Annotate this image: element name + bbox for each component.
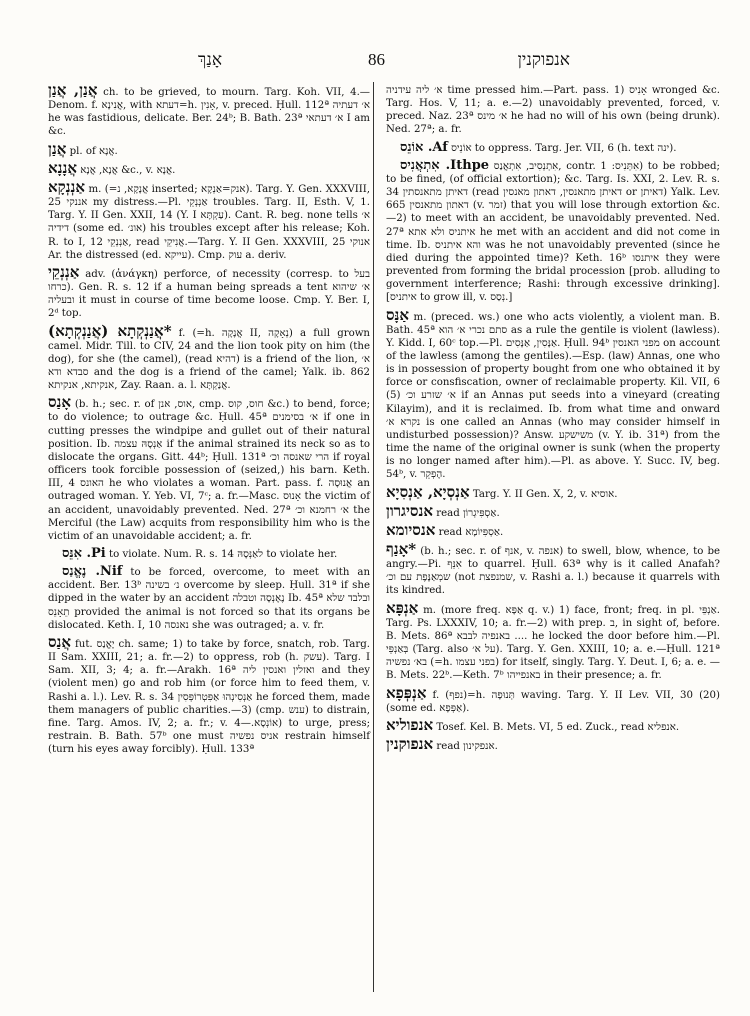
entry-text: read אַסְפִּיגְרוֹן. [436, 507, 500, 519]
entry-text: אֲנָא, אֲנָא &c., v. אֲנָא. [80, 164, 176, 176]
entry-headword: אַנְנְקֵי [48, 262, 80, 281]
dictionary-entry [48, 158, 370, 177]
column-divider [373, 82, 374, 992]
entry-text: read אנפקינון. [436, 741, 498, 753]
dictionary-entry [48, 565, 370, 632]
entry-text: f. (נפף)=h. תְּנוּפָה waving. Targ. Y. II Lev. VII, 30 (20) (some ed. אַפְּפָא). [386, 689, 720, 714]
entry-headword: אַנְפָּא [386, 598, 419, 617]
dictionary-entry [386, 683, 720, 715]
dictionary-entry [48, 393, 371, 543]
entry-headword: אַנָּס [386, 305, 410, 324]
entry-headword: Ithpe. אִתְאֲנִיס [400, 157, 490, 173]
entry-headword: אַנְנְקָא [48, 177, 86, 196]
entry-headword: Nif. נֶאֱנַס [62, 564, 123, 580]
entry-text: (b. h.; sec. r. of אוס, אנן, cmp. חוס, קוס &c.) to bend, force; to do violence; to outrage &c. Ḥull. 45ª א׳ בסימנים if one in cutting presses the windpipe and gullet out of their natural position. Ib. אַנְסָהּ עצמה if the animal strained its neck so as to dislocate the organs. Gitt. 44ᵇ; Ḥull. 131ª הרי שאנסה וכ׳ if royal officers took forcible possession of (seized,) his barn. Keth. III, 4 האונס he who violates a woman. Part. pass. f. אֲנוּסָה an outraged woman. Y. Yeb. VI, 7ᶜ; a. fr.—Masc. אָנוּס the victim of an accident, unavoidably prevented. Ned. 27ª א׳ רחמנא וכ׳ the Merciful (the Law) acquits from responsibility him who is the victim of an unavoidable accident; a. fr. [48, 399, 371, 542]
entry-text: to violate. Num. R. s. 14 לאַנְּסָהּ to violate her. [109, 549, 338, 560]
entry-headword: אַנְפְּפָא [386, 683, 427, 702]
entry-text: (b. h.; sec. r. of אנף, v. אנפה) to swell, blow, whence, to be angry.—Pi. אִנֵּף to quarrel. Ḥull. 63ª why is it called Anafah? שמְאַנֶּפֶת עם וכ׳ (not שמנפצת, v. Rashi a. l.) because it quarrels with its kindred. [386, 546, 720, 597]
entry-headword: אֲנָנָא [48, 158, 78, 177]
entry-text: read אַסְפִּיוֹמָא. [438, 526, 504, 538]
entry-headword: אַנְסְיָא, אַנְסִיָא [386, 482, 470, 501]
dictionary-entry [48, 139, 370, 158]
right-column [386, 84, 720, 757]
left-column [48, 81, 371, 760]
entry-text: to be forced, overcome, to meet with an accident. Ber. 13ᵇ נ׳ בשינה overcome by sleep. Ḥull. 31ª if she dipped in the water by an accident נֶאֶנְסָה וטבלה Ib. 45ª ובלבד שלא תֵאָנֵס provided the animal is not forced so that its organs be dislocated. Keth. I, 10 נאנסה she was outraged; a. v. fr. [48, 567, 371, 631]
dictionary-entry [386, 540, 720, 598]
entry-text: pl. of אֲנָא. [69, 145, 118, 157]
dictionary-entry [48, 321, 370, 393]
dictionary-entry [48, 81, 371, 139]
dictionary-entry [386, 305, 721, 482]
entry-headword: אנפוקנין [386, 735, 434, 754]
dictionary-entry [386, 501, 720, 520]
entry-text: adv. (ἀνάγκη) perforce, of necessity (corresp. to בעל כרחו). Gen. R. s. 12 if a human being spreads a tent א׳ שיהוא ובעליה it must in course of time become loose. Cmp. Y. Ber. I, 2ᵈ top. [48, 268, 370, 320]
entry-headword: *אָנַף [386, 540, 417, 558]
entry-headword: אנפוליא [386, 715, 434, 734]
dictionary-entry [386, 715, 720, 734]
entry-headword: *אֲנַנְקְתָא (אֲנַנְקְתָא) [48, 321, 172, 340]
dictionary-entry [386, 84, 720, 137]
entry-text: f. (=h. אֲנָקָה II, נְאָקָה) a full grown camel. Midr. Till. to CIV, 24 and the lion took pity on him (the dog), for she (the camel), (read דהיא) is a friend of the lion, א׳ סבדא ודא and the dog is a friend of the camel; Yalk. ib. 862 אנקיתא, אנקיתא, Zay. Raan. a. l. אֲנַקְתָּא. [48, 327, 370, 392]
page-number: 86 [368, 50, 385, 69]
entry-headword: אנסיגרון [386, 501, 433, 520]
entry-headword: Pi. אִנֵּס [62, 546, 106, 561]
entry-headword: אֲנַס [48, 632, 72, 651]
left-running-head: אָנַךְ [198, 50, 223, 70]
entry-headword: אנסיומא [386, 520, 436, 539]
dictionary-entry [386, 735, 720, 754]
entry-text: Tosef. Kel. B. Mets. VI, 5 ed. Zuck., read אנפליא. [436, 721, 680, 733]
dictionary-entry [48, 177, 371, 262]
entry-text: א׳ ליה עידניה time pressed him.—Part. pass. 1) אָנִיס wronged &c. Targ. Hos. V, 11; a. e.—2) unavoidably prevented, forced, v. preced. Naz. 23ª א׳ מינס he had no will of his own (being drunk). Ned. 27ª; a. fr. [386, 85, 720, 136]
dictionary-entry [48, 632, 371, 756]
entry-text: אוֹנֵיס to oppress. Targ. Jer. VII, 6 (h. text ינה). [451, 142, 677, 154]
entry-text: אִתְנְסִיב, אִתְאֲנַס, contr. אִתְּנִיס: 1) to be robbed; to be fined, (of official extortion); &c. Targ. Is. XXI, 2. Lev. R. s. 34 דאיתן מתאנסתין (read דאיתן מתאנסין, דאתון מאנסין or דאיתן) Yalk. Lev. 665 דאתון מתאנסין (v. זמר) that you will lose through extortion &c.—2) to meet with an accident, be unavoidably prevented. Ned. 27ª איתניס ולא אתא he met with an accident and did not come in time. Ib. והא איתניס was he not unavoidably prevented (since he died during the appointed time)? Keth. 16ᵇ איתנסו they were prevented from forming the bridal procession [prob. alluding to government interference; Rashi: through excessive drinking]. [איתניס to grow ill, v. נְסַס.] [386, 160, 720, 304]
dictionary-entry [386, 141, 720, 155]
entry-headword: Af. אוֹנֵס [400, 139, 448, 155]
entry-text: m. (=אֲנָקָא, נ inserted; אנק=אַנְקָא). Targ. Y. Gen. XXXVIII, 25 אננקי my distress.—Pl. אַנְנְקֵי troubles. Targ. II, Esth. V, 1. Targ. Y. II Gen. XXII, 14 (Y. I עַקְתָּא). Cant. R. beg. none tells א׳ דידיה (some ed. אונ׳) his troubles except after his release; Koh. R. to I, 12 אַנְנְקֵי, read אֲנִיקֵי.—Targ. Y. II Gen. XXXVIII, 25 אנוקי Ar. the distressed (ed. עייקא). Cmp. עוק a. deriv. [48, 183, 371, 261]
dictionary-entry [386, 598, 720, 683]
dictionary-entry [386, 520, 720, 539]
entry-text: ch. to be grieved, to mourn. Targ. Koh. VII, 4.—Denom. f. אֲנִינָא, with דעתא=h. אָנִין, v. preced. Ḥull. 112ª א׳ דעתיה he was fastidious, delicate. Ber. 24ᵇ; B. Bath. 23ª א׳ דעתאי I am &c. [48, 87, 371, 138]
dictionary-entry [48, 262, 370, 321]
page-header [48, 50, 720, 76]
entry-headword: אָנַס [48, 393, 72, 412]
entry-text: fut. יֶאֱנַס ch. same; 1) to take by force, snatch, rob. Targ. II Sam. XXIII, 21; a. fr.—2) to oppress, rob (h. עשק). Targ. I Sam. XII, 3; 4; a. fr.—Arakh. 16ª ואזלין ואנסין ליה and they (violent men) go and rob him (or force him to feed them, v. Rashi a. l.). Lev. R. s. 34 אַנְסִינְהוּ אַפִּטְרוֹפְּסִין he forced them, made them managers of public charities.—3) (cmp. ענש) to distrain, fine. Targ. Amos. IV, 2; a. fr.; v. אוֹנְסָא.—4) to urge, press; restrain. B. Bath. 57ᵇ one must אניס נפשיה restrain himself (turn his eyes away forcibly). Ḥull. 133ª [48, 638, 371, 756]
dictionary-entry [48, 547, 370, 561]
entry-headword: אֲנַן, אֲנַן [48, 81, 98, 99]
entry-headword: אֲנַן [48, 139, 67, 158]
entry-text: m. (more freq. אַפָּא q. v.) 1) face, front; freq. in pl. אַנְפֵּי. Targ. Ps. LXXXIV, 10; a. fr.—2) with prep. ב, in sight of, before. B. Mets. 86ª באנפיה לבבא .... he locked the door before him.—Pl. בְּאַנְפֵּי (Targ. also על א׳). Targ. Y. Gen. XXIII, 10; a. e.—Ḥull. 121ª בא׳ נפשיה (=h. בפני עצמו) for itself, singly. Targ. Y. Deut. I, 6; a. e. —B. Mets. 22ᵇ.—Keth. 7ᵇ באנפייהו in their presence; a. fr. [386, 604, 720, 682]
entry-text: m. (preced. ws.) one who acts violently, a violent man. B. Bath. 45ª סתם נכרי א׳ הוא as a rule the gentile is violent (lawless). Y. Kidd. I, 60ᶜ top.—Pl. אַנָּסִין, אַנָּסִים. Ḥull. 94ᵇ מפני האנסין on account of the lawless (among the gentiles).—Esp. (law) Annas, one who is in possession of property bought from one who obtained it by force or consfiscation, owner of reclaimable property. Kil. VII, 6 (5) א׳ שזרע וכ׳ if an Annas put seeds into a vineyard (creating Kilayim), and it is reclaimed. Ib. from what time and onward נקרא א׳ is one called an Annas (who may consider himself in undisturbed possession)? Answ. משישקע (v. Y. ib. 31ª) from the time the name of the original owner is sunk (when the property is no longer named after him).—Pl. as above. Y. Succ. IV, beg. 54ᵇ, v. הֶפְקֵר. [386, 311, 721, 481]
dictionary-entry [386, 159, 720, 305]
entry-text: Targ. Y. II Gen. X, 2, v. אוסיא. [472, 488, 618, 500]
dictionary-entry [386, 482, 720, 501]
right-running-head: אנפוקנין [517, 50, 570, 70]
